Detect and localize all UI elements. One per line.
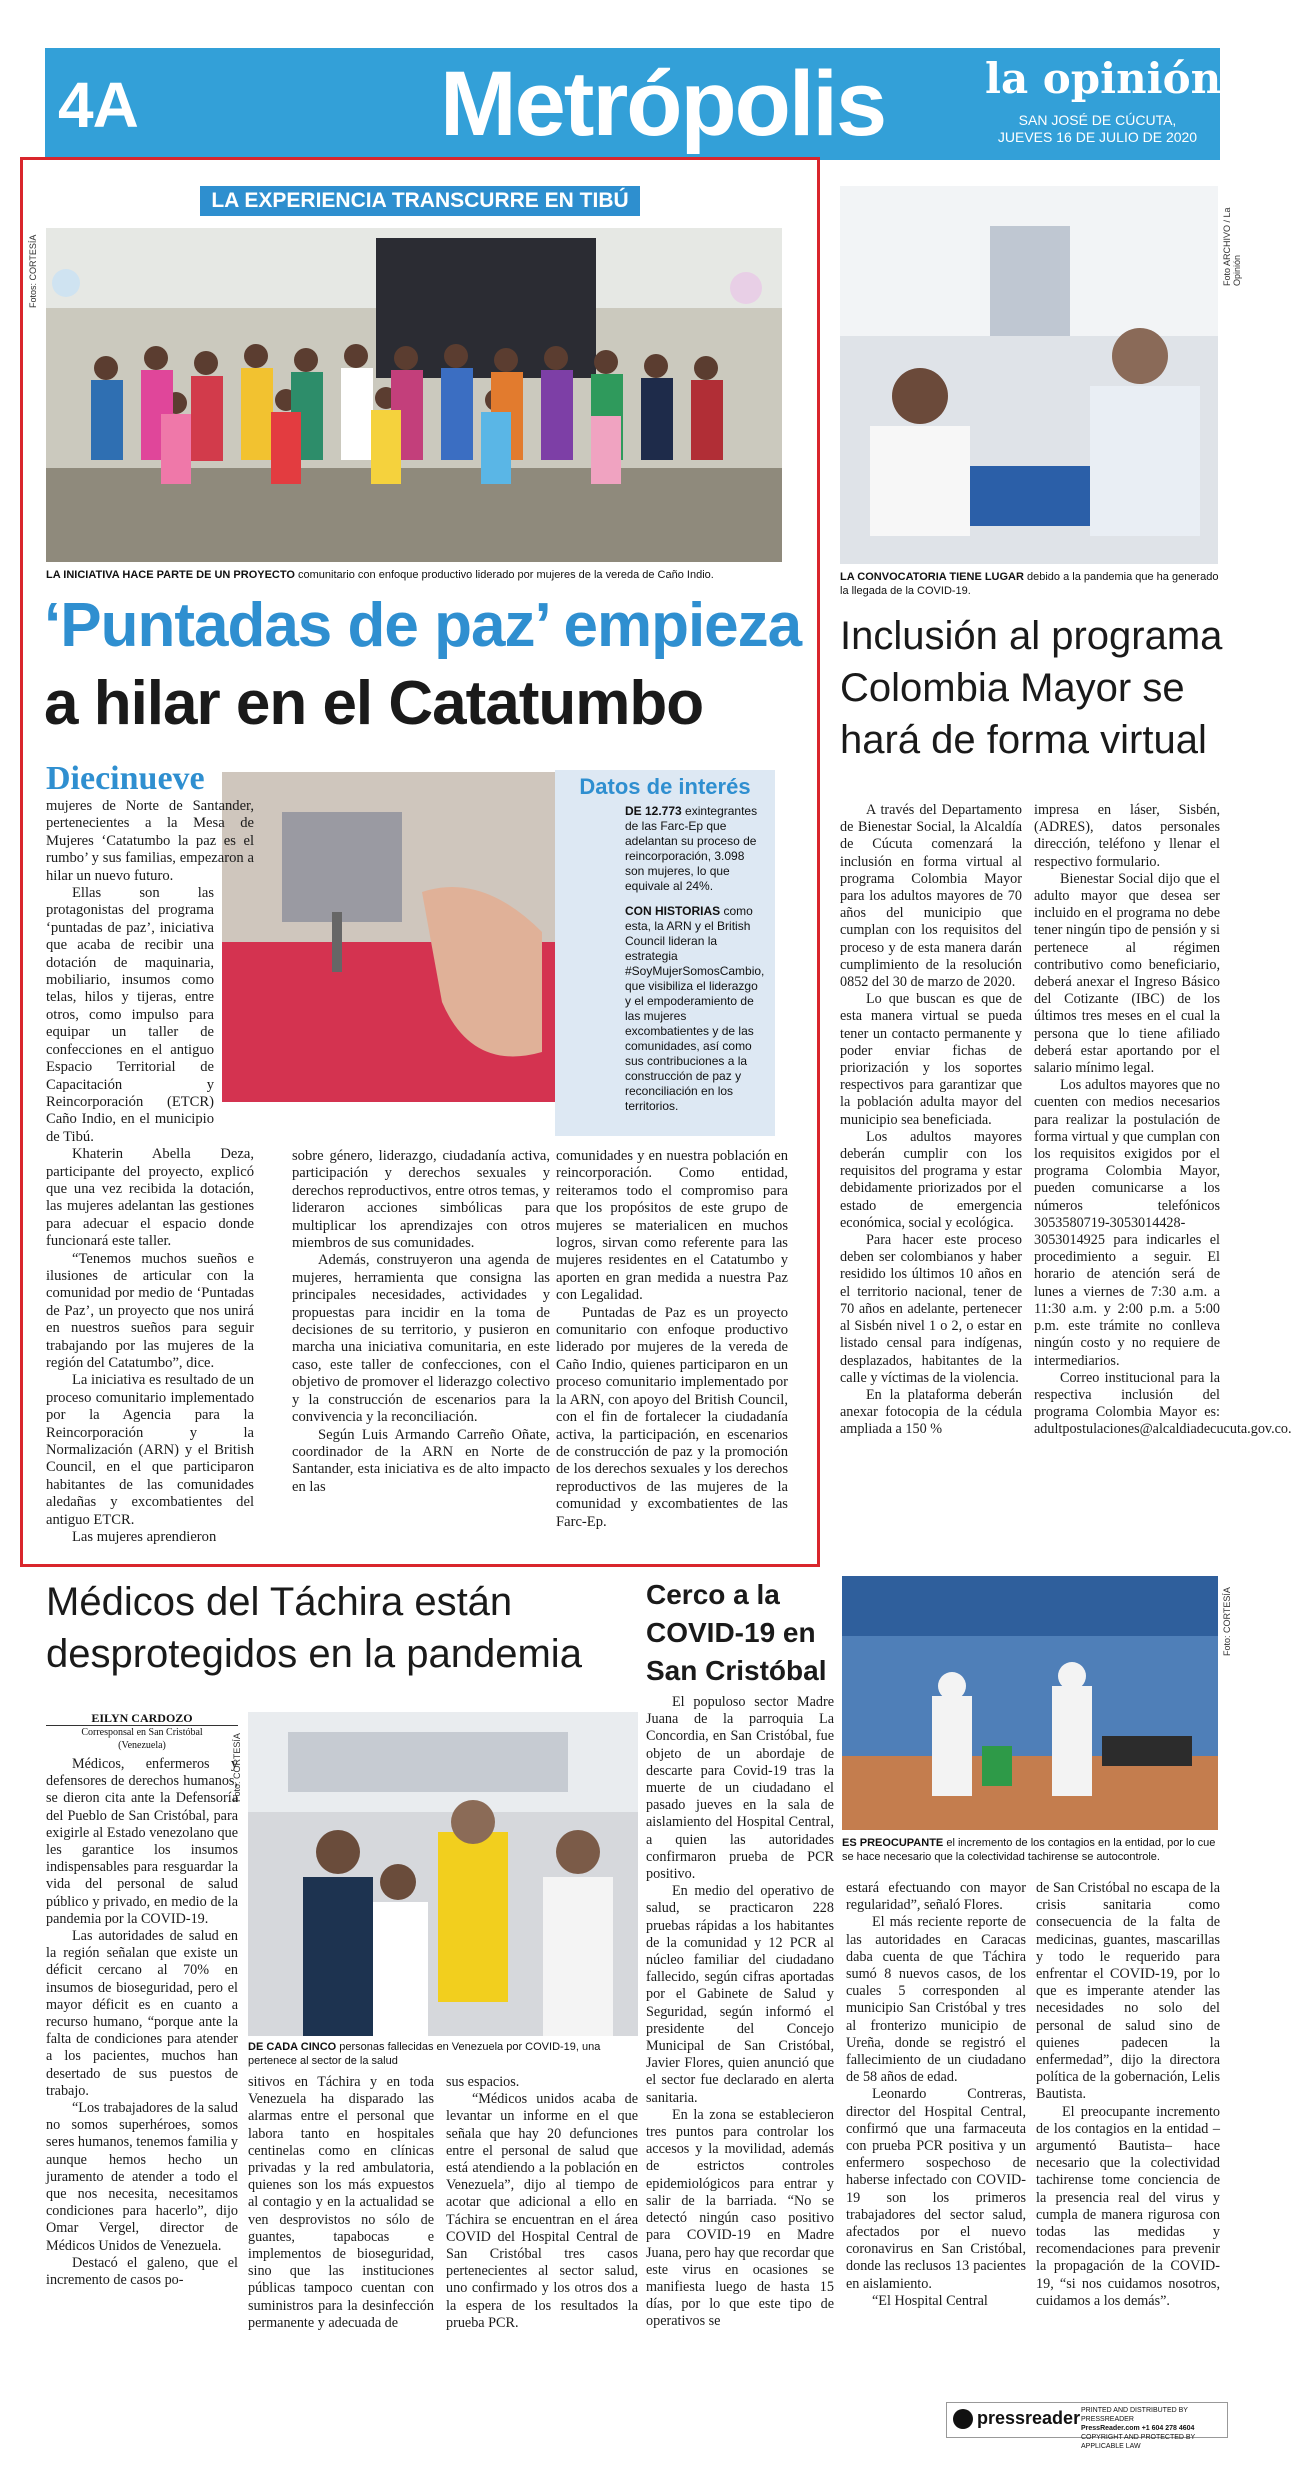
paragraph: “Los trabajadores de la salud no somos superhéroes, somos seres humanos, tenemos familia y aunque hemos hecho un juramento de atender a todo el que nos necesita, necesitamos condiciones para hacerlo”, dijo Omar Vergel, director de Médicos Unidos de Venezuela. xyxy=(46,2100,238,2254)
pressreader-footer xyxy=(946,2402,1228,2450)
paragraph: A través del Departamento de Bienestar Social, la Alcaldía de Cúcuta comenzará la inclusión en forma virtual al programa Colombia Mayor para los adultos mayores de 70 años del municipio que cumplan con los requisitos del proceso y de esta manera darán cumplimiento de la resolución 0852 del 30 de marzo de 2020. xyxy=(840,802,1022,991)
pressreader-line-1: PRINTED AND DISTRIBUTED BY PRESSREADER xyxy=(1081,2407,1188,2423)
photo-credit: Foto: CORTESÍA xyxy=(1222,1587,1232,1656)
dateline-city: SAN JOSÉ DE CÚCUTA, xyxy=(1018,112,1177,128)
paragraph: Los adultos mayores que no cuenten con medios necesarios para realizar la postulación de forma virtual y que cumplan con los requisitos exigidos por el programa Colombia Mayor, pueden comunicarse a los números telefónicos 3053580719-3053014428-3053014925 para indicarles el procedimiento a seguir. El horario de atención será de lunes a viernes de 7:30 a.m. a 11:30 a.m. y 2:00 p.m. a 5:00 p.m. este trámite no conlleva ningún costo y no requiere de intermediarios. xyxy=(1034,1077,1220,1369)
paragraph: Lo que buscan es que de esta manera virtual se pueda tener un contacto permanente y poder enviar fichas de priorización y los soportes respectivos para garantizar que la población adulta mayor del municipio sea beneficiada. xyxy=(840,991,1022,1128)
paragraph: sobre género, liderazgo, ciudadanía activa, participación y derechos sexuales y derechos reproductivos, entre otros temas, y lideraron acciones simbólicas para multiplicar los aprendizajes con otros miembros de sus comunidades. xyxy=(292,1148,550,1252)
page-number: 4A xyxy=(58,69,138,141)
datos-item-1 xyxy=(555,800,775,894)
paragraph: de San Cristóbal no escapa de la crisis sanitaria como consecuencia de la falta de medicinas, guantes, mascarillas y todo le requerido para enfrentar el COVID-19, por lo que es imperante atender las necesidades no solo del personal de salud sino de quienes padecen la enfermedad”, dijo la directora política de la gobernación, Lelis Bautista. xyxy=(1036,1880,1220,2103)
paragraph: “Tenemos muchos sueños e ilusiones de articular con la comunidad por medio de ‘Puntadas de Paz’, un proyecto que nos unirá en nuestros sueños para seguir trabajando por las mujeres de la región del Catatumbo”, dice. xyxy=(46,1250,254,1371)
paragraph: Bienestar Social dijo que el adulto mayor que desea ser incluido en el programa no debe tener ningún tipo de pensión y si pertenece al régimen contributivo como beneficiario, deberá anexar el Ingreso Básico del Cotizante (IBC) de los últimos tres meses en el cual la persona que lo tiene afiliado deberá estar aportando por el salario mínimo legal. xyxy=(1034,870,1220,1077)
caption-text: el incremento de los contagios en la entidad, por lo cue se hace necesario que la colectividad tachirense se autocontrole. xyxy=(842,1837,1216,1863)
paragraph: sus espacios. xyxy=(446,2074,520,2090)
story4-column-3 xyxy=(1036,1880,1220,2390)
caption-lead: DE CADA CINCO xyxy=(248,2041,337,2053)
sanitary-operation-photo xyxy=(842,1576,1218,1830)
newspaper-logo: la opinión xyxy=(985,54,1222,103)
paragraph: Khaterin Abella Deza, participante del proyecto, explicó que una vez recibida la dotación, las mujeres adelantan las gestiones para adecuar el espacio donde funcionará este taller. xyxy=(46,1146,254,1250)
datos-item-1-lead: DE 12.773 xyxy=(625,804,682,818)
datos-title: Datos de interés xyxy=(579,774,751,799)
photo-credit: Foto: CORTESÍA xyxy=(232,1733,242,1802)
headline-line-1: ‘Puntadas de paz’ empieza xyxy=(44,591,802,660)
story3-column-3 xyxy=(446,2074,638,2446)
photo-credit: Fotos: CORTESÍA xyxy=(28,234,38,308)
byline-name: EILYN CARDOZO xyxy=(46,1712,238,1726)
datos-item-2-lead: CON HISTORIAS xyxy=(625,904,721,918)
section-title: Metrópolis xyxy=(440,53,886,155)
paragraph: estará efectuando con mayor regularidad”, señaló Flores. xyxy=(846,1880,1026,1914)
elderly-registration-photo xyxy=(840,186,1218,564)
photo-caption xyxy=(248,2040,638,2068)
pressreader-line-3: COPYRIGHT AND PROTECTED BY APPLICABLE LAW xyxy=(1081,2434,1196,2450)
paragraph: “Médicos unidos acaba de levantar un informe en el que señala que hay 20 defunciones entre el personal de salud que está atendiendo a la población en Venezuela”, dijo al tiempo de acotar que adicional a ello en Táchira se encuentran en el área COVID del Hospital Central de San Cristóbal tres casos pertenecientes al sector salud, uno confirmado y los otros dos a la espera de los resultados la prueba PCR. xyxy=(446,2091,638,2331)
story1-column-1 xyxy=(46,798,254,1548)
kicker-bar xyxy=(200,186,640,216)
paragraph: El preocupante incremento de los contagios en la entidad –argumentó Bautista– hace necesario que la colectividad tachirense tome conciencia de la presencia real del virus y cumpla de manera rigurosa con todas las medidas y recomendaciones para prevenir la propagación de la COVID-19, “si nos cuidamos nosotros, cuidamos a los demás”. xyxy=(1036,2103,1220,2309)
photo-caption xyxy=(842,1836,1222,1864)
caption-lead: ES PREOCUPANTE xyxy=(842,1837,944,1849)
pressreader-line-2: PressReader.com +1 604 278 4604 xyxy=(1081,2425,1195,2432)
paragraph: En medio del operativo de salud, se practicaron 228 pruebas rápidas a los habitantes de la comunidad y 12 PCR al núcleo familiar del ciudadano fallecido, según cifras aportadas por el Gabinete de Salud y Seguridad, según informó el presidente del Concejo Municipal de San Cristóbal, Javier Flores, quien anunció que el sector fue declarado en alerta sanitaria. xyxy=(646,1883,834,2106)
byline xyxy=(46,1712,238,1752)
doctors-protest-photo xyxy=(248,1712,638,2036)
story4-headline: Cerco a la COVID-19 en San Cristóbal xyxy=(646,1579,827,1686)
caption-lead: LA CONVOCATORIA TIENE LUGAR xyxy=(840,571,1024,583)
paragraph: El populoso sector Madre Juana de la parroquia La Concordia, en San Cristóbal, fue objeto de un abordaje de descarte para Covid-19 tras la muerte de un ciudadano el pasado jueves en la sala de aislamiento del Hospital Central, a quien las autoridades confirmaron prueba de PCR positivo. xyxy=(646,1694,834,1883)
paragraph: comunidades y en nuestra población en reincorporación. Como entidad, reiteramos todo el compromiso para que los propósitos de este grupo de mujeres se materialicen en muchos logros, sirvan como referente para las mujeres residentes en el Catatumbo y aporten en gran medida a nuestra Paz con Legalidad. xyxy=(556,1148,788,1304)
photo-caption xyxy=(46,568,786,582)
pressreader-icon xyxy=(953,2409,973,2429)
datos-item-2 xyxy=(555,894,775,1114)
paragraph: Puntadas de Paz es un proyecto comunitario con enfoque productivo liderado por mujeres de la vereda de Caño Indio, quienes participaron en un proceso comunitario implementado por la ARN, con apoyo del British Council, con el fin de fortalecer la ciudadanía activa, la participación, en escenarios de construcción de paz y la promoción de los derechos sexuales y los derechos reproductivos de las mujeres de la comunidad y excombatientes de las Farc-Ep. xyxy=(556,1304,788,1530)
caption-text: comunitario con enfoque productivo liderado por mujeres de la vereda de Caño Indio. xyxy=(294,569,714,581)
datos-item-2-text: como esta, la ARN y el British Council lideran la estrategia #SoyMujerSomosCambio, que visibiliza el liderazgo y el empoderamiento de las mujeres excombatientes y de las comunidades, así como sus contribuciones a la construcción de paz y reconciliación en los territorios. xyxy=(625,904,765,1113)
paragraph: En la plataforma deberán anexar fotocopia de la cédula ampliada a 150 % xyxy=(840,1386,1022,1438)
story2-column-2 xyxy=(1034,802,1292,1562)
photo-credit: Foto ARCHIVO / La Opinión xyxy=(1222,207,1242,286)
caption-text: debido a la pandemia que ha generado la llegada de la COVID-19. xyxy=(840,571,1219,597)
paragraph: Ellas son las protagonistas del programa ‘puntadas de paz’, iniciativa que acaba de recibir una dotación de maquinaria, mobiliario, insumos como telas, hilos y tijeras, entre otros, como impulso para equipar un taller de confecciones en el antiguo Espacio Territorial de Capacitación y Reincorporación (ETCR) Caño Indio, en el municipio de Tibú. xyxy=(46,885,214,1145)
paragraph: Destacó el galeno, que el incremento de casos po- xyxy=(46,2254,238,2289)
sewing-photo xyxy=(222,772,562,1102)
paragraph: Las autoridades de salud en la región señalan que existe un déficit cercano al 70% en insumos de bioseguridad, pero el mayor déficit es en cuanto a recurso humano, “porque ante la falta de condiciones para atender a los pacientes, muchos han desertado de sus puestos de trabajo. xyxy=(46,1928,238,2099)
headline-line-2: a hilar en el Catatumbo xyxy=(44,669,704,738)
kicker-text: LA EXPERIENCIA TRANSCURRE EN TIBÚ xyxy=(211,189,629,212)
caption-lead: LA INICIATIVA HACE PARTE DE UN PROYECTO xyxy=(46,569,295,581)
dateline xyxy=(985,112,1210,146)
paragraph: La iniciativa es resultado de un proceso comunitario implementado por la Agencia para la Reincorporación y la Normalización (ARN) y el British Council, en el que participaron habitantes de las comunidades aledañas y excombatientes del antiguo ETCR. xyxy=(46,1372,254,1528)
paragraph: Leonardo Contreras, director del Hospital Central, confirmó que una farmaceuta con prueba PCR positiva y un enfermero sospechoso de haberse infectado con COVID-19 son los primeros trabajadores del sector salud, afectados por el nuevo coronavirus en San Cristóbal, donde las reclusos 13 pacientes en aislamiento. xyxy=(846,2086,1026,2292)
pressreader-brand: pressreader xyxy=(977,2408,1081,2428)
story3-headline: Médicos del Táchira están desprotegidos en la pandemia xyxy=(46,1580,582,1676)
story4-column-1 xyxy=(646,1694,834,2444)
paragraph: Las mujeres aprendieron xyxy=(72,1529,217,1546)
caption-text: personas fallecidas en Venezuela por COVID-19, una pertenece al sector de la salud xyxy=(248,2041,601,2067)
story2-headline: Inclusión al programa Colombia Mayor se hará de forma virtual xyxy=(840,614,1223,762)
byline-place: (Venezuela) xyxy=(118,1740,166,1751)
dateline-date: JUEVES 16 DE JULIO DE 2020 xyxy=(997,129,1198,145)
story1-column-3 xyxy=(556,1148,788,1548)
pressreader-notice xyxy=(1081,2406,1225,2451)
paragraph: Médicos, enfermeros y defensores de derechos humanos, se dieron cita ante la Defensoría del Pueblo de San Cristóbal, para exigirle al Estado venezolano que les garantice los insumos indispensables para resguardar la vida del personal de salud público y privado, en medio de la pandemia por la COVID-19. xyxy=(46,1756,238,1927)
paragraph: En la zona se establecieron tres puntos para controlar los accesos y la movilidad, además de estrictos controles epidemiológicos para entrar y salir de la barriada. “No se detectó ningún caso positivo para COVID-19 en Madre Juana, pero hay que recordar que este virus en ocasiones se manifiesta luego de hasta 15 días, por lo que este tipo de operativos se xyxy=(646,2106,834,2330)
paragraph: Para hacer este proceso deben ser colombianos y haber residido los últimos 10 años en el territorio nacional, tener de 70 años en adelante, pertenecer al Sisbén nivel 1 o 2, o estar en listado censal para indígenas, desplazados, habitantes de la calle y víctimas de la violencia. xyxy=(840,1232,1022,1386)
paragraph: Según Luis Armando Carreño Oñate, coordinador de la ARN en Norte de Santander, esta iniciativa es de alto impacto en las xyxy=(292,1426,550,1495)
paragraph: impresa en láser, Sisbén, (ADRES), datos personales dirección, teléfono y llenar el respectivo formulario. xyxy=(1034,802,1220,870)
paragraph: Además, construyeron una agenda de mujeres, herramienta que consigna las principales necesidades, actividades y propuestas para incidir en la toma de decisiones de su territorio, y pusieron en marcha una iniciativa comunitaria, en este caso, este taller de confecciones, con el objetivo de promover el liderazgo colectivo y la construcción de escenarios para la convivencia y la reconciliación. xyxy=(292,1252,550,1426)
datos-box xyxy=(555,770,775,1136)
story3-column-2 xyxy=(248,2074,434,2446)
story3-column-1 xyxy=(46,1756,238,2446)
story4-column-2 xyxy=(846,1880,1026,2440)
story2-column-1 xyxy=(840,802,1022,1562)
paragraph: sitivos en Táchira y en toda Venezuela ha disparado las alarmas entre el personal que labora tanto en hospitales centinelas como en clínicas privadas y la red ambulatoria, quienes son los más expuestos al contagio y en la actualidad se ven desprovistos no sólo de guantes, tapabocas e implementos de bioseguridad, sino que las instituciones públicas tampoco cuentan con suministros para la desinfección permanente y adecuada de xyxy=(248,2074,434,2331)
paragraph: Los adultos mayores deberán cumplir con los requisitos del programa y estar debidamente priorizados por el estado de emergencia económica, social y ecológica. xyxy=(840,1128,1022,1231)
dropcap-word: Diecinueve xyxy=(46,760,205,797)
story1-column-2 xyxy=(292,1148,550,1548)
paragraph: El más reciente reporte de las autoridades en Caracas daba cuenta de que Táchira sumó 8 nuevos casos, de los cuales 5 corresponden al municipio San Cristóbal y tres al fronterizo municipio de Ureña, donde se registró el fallecimiento de un ciudadano de 58 años de edad. xyxy=(846,1914,1026,2086)
datos-item-1-text: exintegrantes de las Farc-Ep que adelantan su proceso de reincorporación, 3.098 son mujeres, lo que equivale al 24%. xyxy=(625,804,758,893)
paragraph: “El Hospital Central xyxy=(872,2292,988,2309)
paragraph: Correo institucional para la respectiva inclusión del programa Colombia Mayor es: adultpostulaciones@alcaldiadecucuta.gov.co. xyxy=(1034,1369,1292,1438)
group-photo xyxy=(46,228,782,562)
byline-role: Corresponsal en San Cristóbal xyxy=(81,1727,203,1738)
paragraph: mujeres de Norte de Santander, pertenecientes a la Mesa de Mujeres ‘Catatumbo la paz es el rumbo’ y sus familias, empezaron a hilar un nuevo futuro. xyxy=(46,798,254,884)
photo-caption xyxy=(840,570,1220,598)
